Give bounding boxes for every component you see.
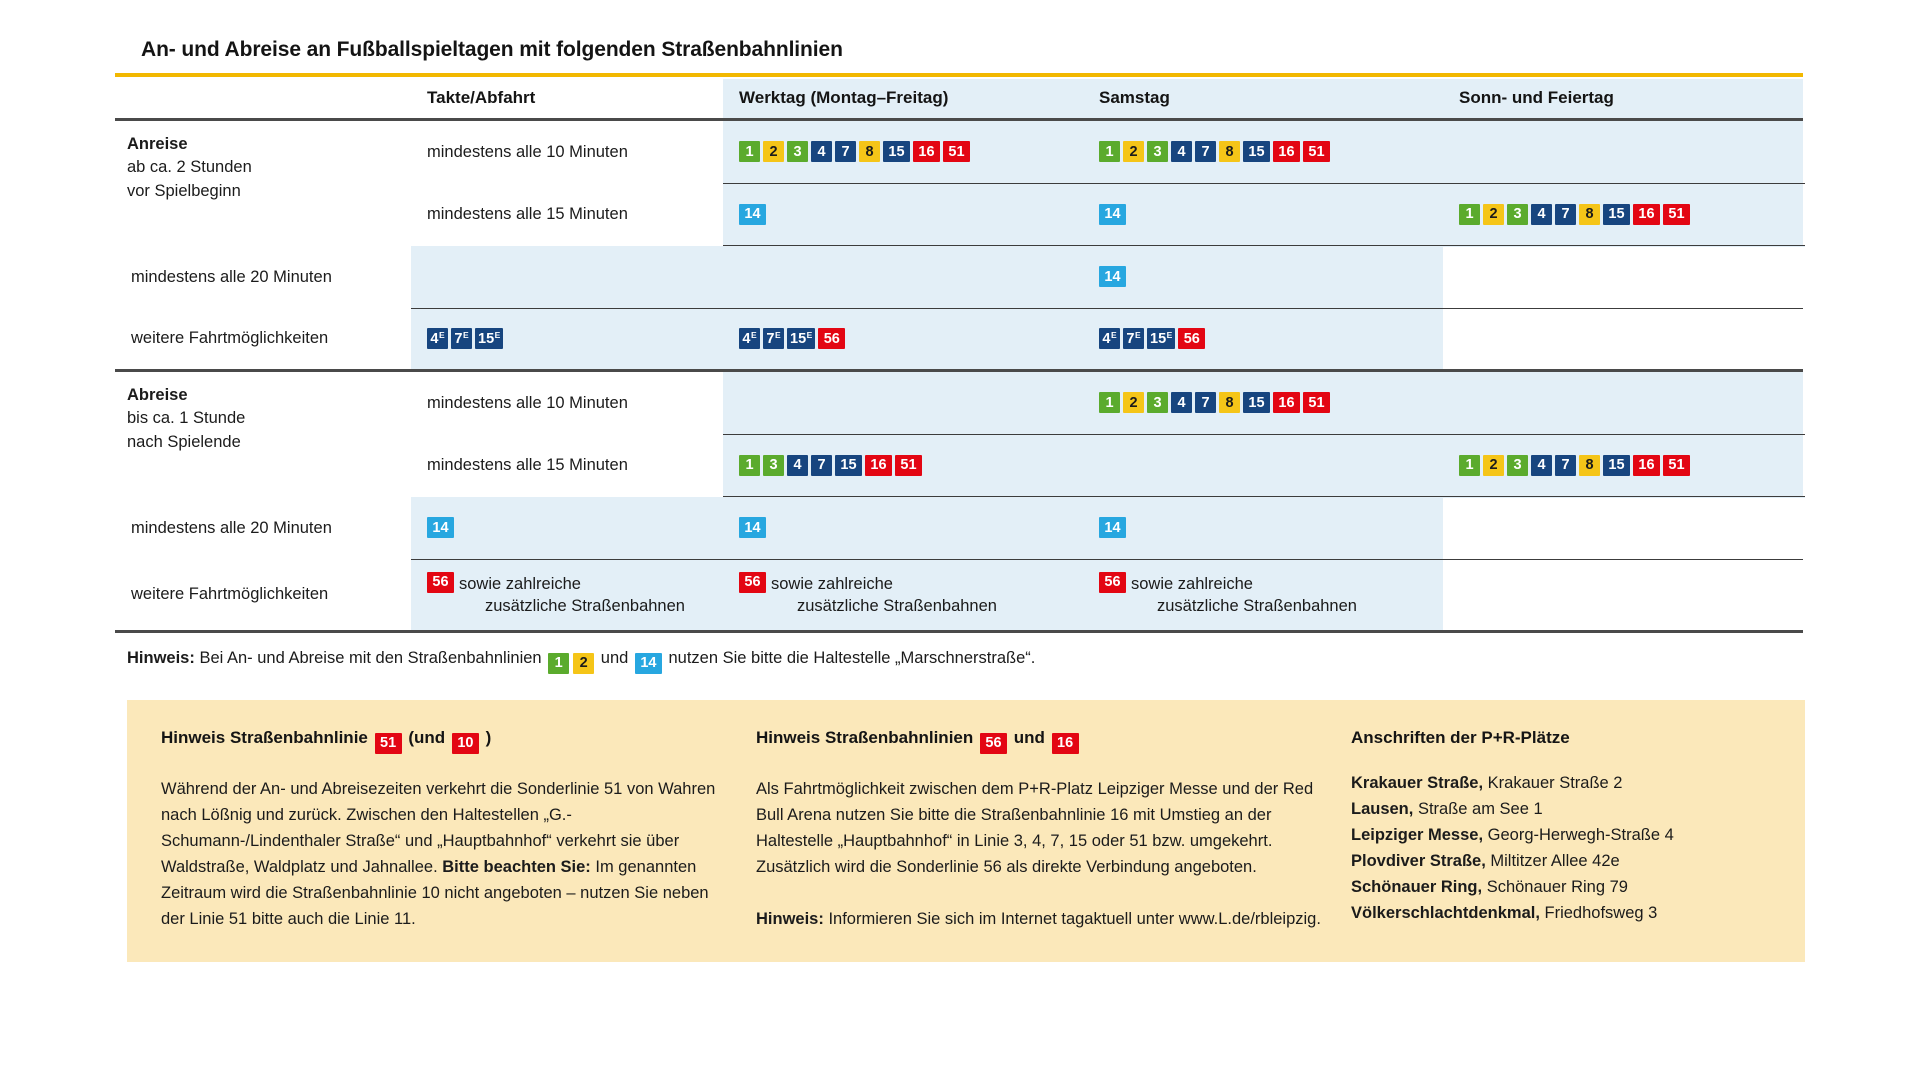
line-badge-suffix: E	[462, 329, 469, 340]
line-badge-group	[1099, 141, 1433, 162]
pr-address-name: Schönauer Ring,	[1351, 878, 1483, 896]
line-badge-51: 51	[895, 455, 922, 476]
fahrt-note	[1099, 572, 1433, 618]
section-subtitle-line2: nach Spielende	[127, 432, 241, 451]
header-takt: Takte/Abfahrt	[427, 88, 536, 107]
line-badge-suffix: E	[1166, 329, 1173, 340]
line-badge-3: 3	[787, 141, 808, 162]
line-badge-1: 1	[1099, 392, 1120, 413]
line-badge-51: 51	[1663, 455, 1690, 476]
line-badge-3: 3	[1147, 141, 1168, 162]
section-subtitle-line2: vor Spielbeginn	[127, 181, 241, 200]
line-badge-1: 1	[739, 141, 760, 162]
line-badge-14: 14	[635, 653, 662, 674]
cell-sonntag	[1083, 560, 1443, 632]
line-badge-2: 2	[763, 141, 784, 162]
heading-pre: Hinweis Straßenbahnlinie	[161, 727, 368, 747]
info-box-line51-heading	[161, 728, 728, 754]
hinweis-label: Hinweis:	[756, 909, 824, 928]
cell-werktag	[723, 435, 1083, 497]
line-badge-16: 16	[1633, 455, 1660, 476]
line-badge-group	[1099, 517, 1433, 538]
pr-address-detail: Schönauer Ring 79	[1482, 878, 1628, 896]
line-badge-14: 14	[739, 517, 766, 538]
line-badge-15: 15	[883, 141, 910, 162]
section-title: Anreise	[127, 135, 188, 153]
line-badge-15: 15	[835, 455, 862, 476]
pr-address-name: Leipziger Messe,	[1351, 825, 1484, 844]
heading-mid: und	[1013, 727, 1045, 747]
fahrt-note-text: sowie zahlreiche zusätzliche Straßenbahnen	[1131, 572, 1357, 618]
cell-samstag	[1083, 184, 1443, 246]
line-badge-3: 3	[1507, 204, 1528, 225]
fahrt-note-text: sowie zahlreiche zusätzliche Straßenbahnen	[771, 572, 997, 618]
cell-samstag	[723, 309, 1083, 371]
table-row	[115, 560, 1805, 632]
line-badge-56: 56	[1178, 328, 1205, 349]
line-badge-56: 56	[739, 572, 766, 593]
cell-werktag	[411, 309, 723, 371]
pr-address-item	[1351, 822, 1771, 848]
line-badge-group	[1099, 204, 1433, 225]
line-badge-2: 2	[573, 653, 594, 674]
takt-label: weitere Fahrtmöglichkeiten	[131, 329, 329, 348]
schedule-table	[115, 73, 1805, 633]
line-badge-7: 7	[1555, 455, 1576, 476]
line-badge-group	[1099, 266, 1433, 287]
line-badge-7: 7	[811, 455, 832, 476]
line-badge-suffix: E	[806, 329, 813, 340]
line-badge-16: 16	[1273, 141, 1300, 162]
pr-address-name: Völkerschlachtdenkmal,	[1351, 904, 1540, 923]
table-header-row	[115, 79, 1805, 120]
line-badge-4: 4	[811, 141, 832, 162]
line-badge-15e: 15 $^E$	[787, 328, 815, 349]
info-box-line51-paragraph	[161, 776, 728, 932]
line-badge-16: 16	[1633, 204, 1660, 225]
hinweis-lines-b	[633, 649, 664, 671]
line-badge-3: 3	[763, 455, 784, 476]
line-badge-51: 51	[375, 733, 402, 754]
paragraph-text: Während der An- und Abreisezeiten verkehrt die Sonderlinie 51 von Wahren nach Lößnig und zurück. Zwischen den Haltestellen „G.-Schumann-/Lindenthaler Straße“ und „Hauptbahnhof“ verkehrt sie über Waldstraße, Waldplatz und Jahnallee.	[161, 779, 716, 876]
pr-address-list	[1351, 770, 1771, 926]
cell-samstag	[1083, 121, 1443, 183]
fahrt-note-text-line2: zusätzliche Straßenbahnen	[485, 597, 685, 616]
section-label-anreise	[115, 121, 411, 246]
info-box-line51	[161, 728, 756, 932]
fahrt-note-text-line2: zusätzliche Straßenbahnen	[797, 597, 997, 616]
line-badge-14: 14	[739, 204, 766, 225]
line-badge-10: 10	[452, 733, 479, 754]
info-boxes	[127, 700, 1805, 962]
cell-werktag	[411, 560, 723, 632]
line-badge-14: 14	[1099, 517, 1126, 538]
takt-label: mindestens alle 15 Minuten	[427, 205, 628, 223]
line-badge-15: 15	[1243, 141, 1270, 162]
line-badge-8: 8	[1579, 455, 1600, 476]
info-box-line56	[756, 728, 1351, 932]
line-badge-1: 1	[1099, 141, 1120, 162]
cell-werktag	[411, 497, 723, 559]
line-badge-4e: 4 $^E$	[427, 328, 448, 349]
cell-sonntag	[1083, 497, 1443, 559]
page-title: An- und Abreise an Fußballspieltagen mit folgenden Straßenbahnlinien	[141, 38, 843, 61]
line-badge-1: 1	[1459, 455, 1480, 476]
line-badge-7e: 7 $^E$	[451, 328, 472, 349]
line-badge-4e: 4 $^E$	[739, 328, 760, 349]
section-label-abreise	[115, 372, 411, 497]
hinweis-note	[127, 649, 1805, 674]
line-badge-suffix: E	[750, 329, 757, 340]
heading-line-badge-51	[373, 728, 404, 751]
line-badge-7: 7	[1195, 141, 1216, 162]
pr-address-item	[1351, 900, 1771, 926]
line-badge-suffix: E	[494, 329, 501, 340]
pr-address-name: Plovdiver Straße,	[1351, 851, 1486, 870]
info-box-pr-heading: Anschriften der P+R-Plätze	[1351, 727, 1570, 747]
header-werktag: Werktag (Montag–Freitag)	[723, 79, 1083, 120]
fahrt-note-text-line2: zusätzliche Straßenbahnen	[1157, 597, 1357, 616]
line-badge-group	[427, 517, 713, 538]
hinweis-part3: nutzen Sie bitte die Haltestelle „Marschnerstraße“.	[668, 649, 1036, 667]
line-badge-suffix: E	[774, 329, 781, 340]
section-subtitle-line1: bis ca. 1 Stunde	[127, 409, 246, 428]
cell-sonntag	[1443, 121, 1803, 183]
line-badge-4e: 4 $^E$	[1099, 328, 1120, 349]
separator-cell	[1443, 308, 1803, 309]
pr-address-detail: Miltitzer Allee 42e	[1485, 851, 1620, 870]
line-badge-56: 56	[1099, 572, 1126, 593]
pr-address-item	[1351, 848, 1771, 874]
cell-werktag	[723, 372, 1083, 434]
line-badge-4: 4	[1171, 392, 1192, 413]
line-badge-51: 51	[1663, 204, 1690, 225]
line-badge-4: 4	[1531, 455, 1552, 476]
pr-address-item	[1351, 770, 1771, 796]
header-samstag: Samstag	[1083, 79, 1443, 120]
paragraph-text-2: Im genannten Zeitraum wird die Straßenbahnlinie 10 nicht angeboten – nutzen Sie neben der Linie 51 bitte auch die Linie 11.	[161, 857, 709, 928]
cell-sonntag	[1443, 435, 1803, 497]
separator-cell	[1803, 497, 1805, 498]
takt-label: weitere Fahrtmöglichkeiten	[131, 585, 329, 604]
table-row	[115, 246, 1805, 308]
cell-samstag	[723, 497, 1083, 559]
line-badge-1: 1	[739, 455, 760, 476]
section-title: Abreise	[127, 386, 188, 404]
hinweis-text: Informieren Sie sich im Internet tagaktuell unter www.L.de/rbleipzig.	[823, 909, 1321, 928]
pr-address-item	[1351, 874, 1771, 900]
cell-samstag	[723, 560, 1083, 632]
line-badge-group	[739, 141, 1073, 162]
hinweis-part2: und	[600, 649, 629, 667]
cell-werktag	[411, 246, 723, 308]
bold-lead: Bitte beachten Sie:	[442, 857, 591, 876]
line-badge-group	[739, 204, 1073, 225]
pr-address-detail: Georg-Herwegh-Straße 4	[1483, 825, 1674, 844]
line-badge-suffix: E	[1134, 329, 1141, 340]
line-badge-15: 15	[1603, 204, 1630, 225]
section-subtitle-line1: ab ca. 2 Stunden	[127, 158, 252, 177]
line-badge-14: 14	[1099, 204, 1126, 225]
heading-mid: (und	[408, 727, 446, 747]
separator-cell	[1443, 246, 1803, 247]
line-badge-16: 16	[913, 141, 940, 162]
takt-label: mindestens alle 10 Minuten	[427, 393, 628, 412]
line-badge-4: 4	[1531, 204, 1552, 225]
takt-label: mindestens alle 20 Minuten	[131, 518, 332, 537]
separator-cell	[1443, 497, 1803, 498]
cell-sonntag	[1083, 246, 1443, 308]
fahrt-note	[427, 572, 713, 618]
line-badge-suffix: E	[438, 329, 445, 340]
line-badge-8: 8	[1219, 141, 1240, 162]
takt-label: mindestens alle 15 Minuten	[427, 456, 628, 474]
line-badge-group	[1099, 392, 1433, 413]
cell-werktag	[723, 184, 1083, 246]
cell-werktag	[723, 121, 1083, 183]
line-badge-group	[1459, 455, 1793, 476]
line-badge-14: 14	[427, 517, 454, 538]
line-badge-group	[739, 455, 1073, 476]
line-badge-group	[1099, 328, 1433, 349]
separator-cell	[1803, 246, 1805, 247]
line-badge-51: 51	[943, 141, 970, 162]
heading-line-badge-56	[978, 728, 1009, 751]
hinweis-label: Hinweis:	[127, 649, 195, 667]
line-badge-7: 7	[835, 141, 856, 162]
line-badge-group	[427, 328, 713, 349]
line-badge-56: 56	[818, 328, 845, 349]
fahrt-note	[739, 572, 1073, 618]
heading-line-badge-16	[1050, 728, 1081, 751]
separator-cell	[1803, 183, 1805, 184]
pr-address-detail: Friedhofsweg 3	[1539, 904, 1658, 923]
line-badge-suffix: E	[1110, 329, 1117, 340]
info-box-line56-heading	[756, 728, 1323, 754]
line-badge-1: 1	[1459, 204, 1480, 225]
line-badge-15e: 15 $^E$	[475, 328, 503, 349]
line-badge-14: 14	[1099, 266, 1126, 287]
cell-sonntag	[1083, 309, 1443, 371]
line-badge-3: 3	[1507, 455, 1528, 476]
heading-post: )	[485, 727, 492, 747]
line-badge-2: 2	[1123, 141, 1144, 162]
line-badge-3: 3	[1147, 392, 1168, 413]
table-bottom-rule	[115, 632, 1805, 634]
pr-address-item	[1351, 796, 1771, 822]
line-badge-15: 15	[1243, 392, 1270, 413]
table-row	[115, 309, 1805, 371]
info-box-line56-hinweis	[756, 906, 1323, 932]
hinweis-part1: Bei An- und Abreise mit den Straßenbahnlinien	[199, 649, 542, 667]
line-badge-2: 2	[1123, 392, 1144, 413]
line-badge-16: 16	[1052, 733, 1079, 754]
line-badge-8: 8	[859, 141, 880, 162]
line-badge-8: 8	[1579, 204, 1600, 225]
pr-address-name: Krakauer Straße,	[1351, 773, 1484, 792]
separator-cell	[1803, 434, 1805, 435]
table-row	[115, 372, 1805, 434]
line-badge-51: 51	[1303, 141, 1330, 162]
hinweis-lines-a	[546, 649, 596, 671]
header-sonntag: Sonn- und Feiertag	[1443, 79, 1803, 120]
line-badge-15e: 15 $^E$	[1147, 328, 1175, 349]
fahrt-note-text: sowie zahlreiche zusätzliche Straßenbahnen	[459, 572, 685, 618]
line-badge-51: 51	[1303, 392, 1330, 413]
line-badge-group	[739, 517, 1073, 538]
cell-samstag	[1083, 372, 1443, 434]
table-row	[115, 497, 1805, 559]
line-badge-15: 15	[1603, 455, 1630, 476]
pr-address-name: Lausen,	[1351, 799, 1414, 818]
line-badge-7e: 7 $^E$	[1123, 328, 1144, 349]
info-box-pr-addresses	[1351, 728, 1771, 932]
line-badge-4: 4	[1171, 141, 1192, 162]
line-badge-group	[1459, 204, 1793, 225]
cell-samstag	[723, 246, 1083, 308]
cell-sonntag	[1443, 372, 1803, 434]
line-badge-7: 7	[1195, 392, 1216, 413]
line-badge-1: 1	[548, 653, 569, 674]
cell-samstag	[1083, 435, 1443, 497]
separator-cell	[1443, 559, 1803, 560]
table-row	[115, 121, 1805, 183]
line-badge-4: 4	[787, 455, 808, 476]
line-badge-2: 2	[1483, 455, 1504, 476]
heading-pre: Hinweis Straßenbahnlinien	[756, 727, 974, 747]
info-box-line56-paragraph: Als Fahrtmöglichkeit zwischen dem P+R-Platz Leipziger Messe und der Red Bull Arena nutzen Sie bitte die Straßenbahnlinie 16 mit Umstieg an der Haltestelle „Hauptbahnhof“ in Linie 3, 4, 7, 15 oder 51 bzw. umgekehrt. Zusätzlich wird die Sonderlinie 56 als direkte Verbindung angeboten.	[756, 779, 1314, 876]
line-badge-2: 2	[1483, 204, 1504, 225]
heading-line-badge-10	[450, 728, 481, 751]
line-badge-56: 56	[980, 733, 1007, 754]
takt-label: mindestens alle 10 Minuten	[427, 142, 628, 161]
cell-sonntag	[1443, 184, 1803, 246]
line-badge-7e: 7 $^E$	[763, 328, 784, 349]
line-badge-56: 56	[427, 572, 454, 593]
line-badge-7: 7	[1555, 204, 1576, 225]
pr-address-detail: Straße am See 1	[1413, 799, 1543, 818]
pr-address-detail: Krakauer Straße 2	[1483, 773, 1623, 792]
line-badge-16: 16	[1273, 392, 1300, 413]
line-badge-group	[739, 328, 1073, 349]
line-badge-8: 8	[1219, 392, 1240, 413]
line-badge-16: 16	[865, 455, 892, 476]
takt-label: mindestens alle 20 Minuten	[131, 267, 332, 286]
